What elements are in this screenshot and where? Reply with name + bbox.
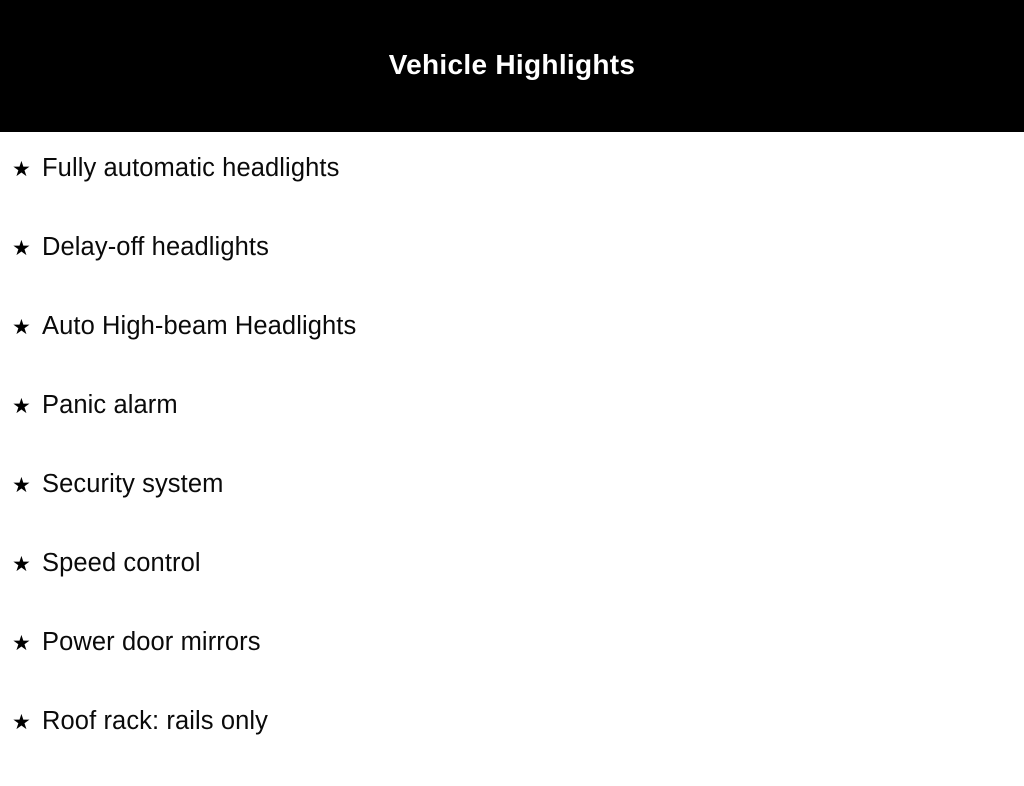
star-icon: ★ <box>12 473 31 497</box>
star-icon: ★ <box>12 157 31 181</box>
list-item <box>0 549 1024 628</box>
list-item <box>0 391 1024 470</box>
list-item-label: Security system <box>42 470 224 498</box>
list-item-label: Roof rack: rails only <box>42 707 269 735</box>
star-icon: ★ <box>12 552 31 576</box>
list-item-label: Panic alarm <box>42 391 178 419</box>
page-title: Vehicle Highlights <box>388 49 636 80</box>
list-item <box>0 154 1024 233</box>
page-header <box>0 0 1024 132</box>
star-icon: ★ <box>12 394 31 418</box>
star-icon: ★ <box>12 315 31 339</box>
list-item-label: Fully automatic headlights <box>42 154 340 182</box>
list-item <box>0 470 1024 549</box>
list-item <box>0 707 1024 786</box>
star-icon: ★ <box>12 631 31 655</box>
list-item-label: Power door mirrors <box>42 628 261 656</box>
list-item-label: Speed control <box>42 549 201 577</box>
list-item-label: Auto High-beam Headlights <box>42 312 357 340</box>
list-item <box>0 233 1024 312</box>
list-item-label: Delay-off headlights <box>42 233 269 261</box>
highlights-list <box>0 132 1024 786</box>
star-icon: ★ <box>12 710 31 734</box>
star-icon: ★ <box>12 236 31 260</box>
list-item <box>0 312 1024 391</box>
list-item <box>0 628 1024 707</box>
